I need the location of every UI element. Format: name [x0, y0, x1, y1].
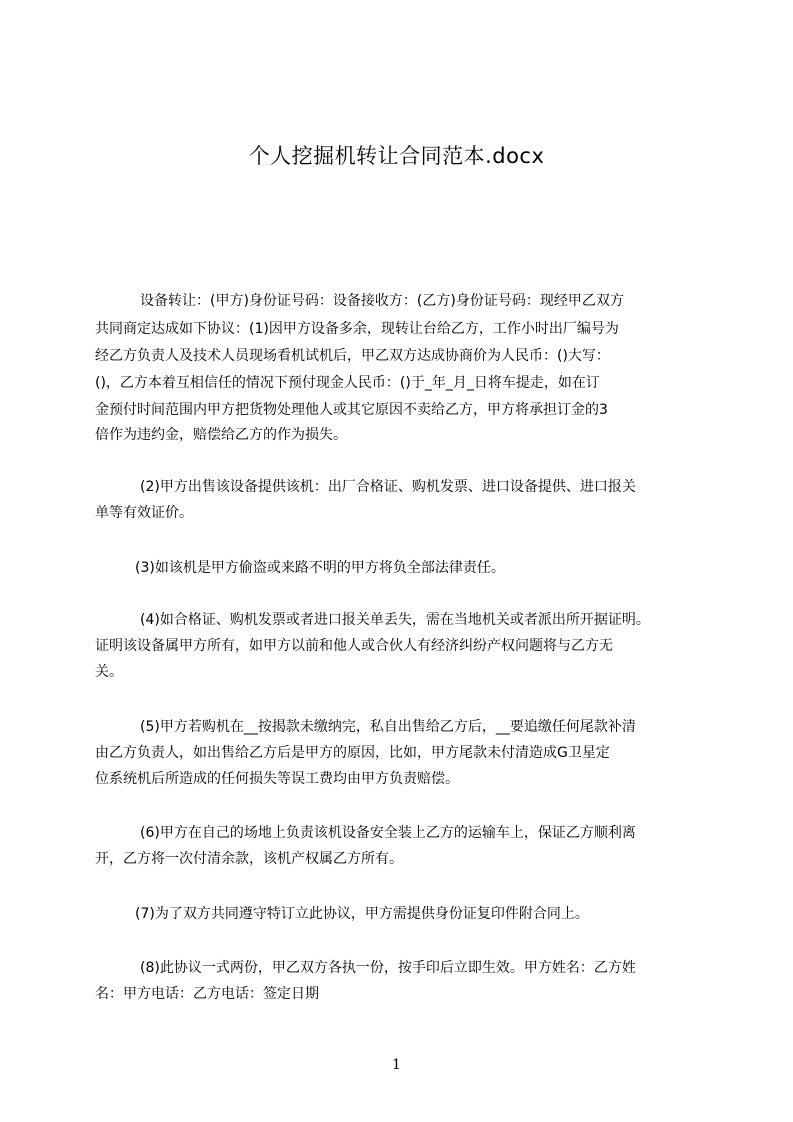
- paragraph-6-line-2: 开，乙方将一次付清余款，该机产权属乙方所有。: [95, 851, 403, 867]
- paragraph-1-line-4: ()，乙方本着互相信任的情况下预付现金人民币：()于_年_月_日将车提走，如在订: [95, 375, 600, 391]
- paragraph-2-line-1: (2)甲方出售该设备提供该机：出厂合格证、购机发票、进口设备提供、进口报关: [140, 479, 636, 495]
- document-title: 个人挖掘机转让合同范本.docx: [248, 144, 545, 168]
- paragraph-1-line-2: 共同商定达成如下协议：(1)因甲方设备多余，现转让台给乙方，工作小时出厂编号为: [95, 321, 619, 337]
- page-number: 1: [392, 1057, 401, 1073]
- paragraph-1-line-6: 倍作为违约金，赔偿给乙方的作为损失。: [95, 427, 347, 443]
- paragraph-3-line-1: (3)如该机是甲方偷盗或来路不明的甲方将负全部法律责任。: [135, 560, 505, 576]
- paragraph-1-line-5: 金预付时间范围内甲方把货物处理他人或其它原因不卖给乙方，甲方将承担订金的3: [95, 402, 608, 418]
- paragraph-2-line-2: 单等有效证价。: [95, 505, 193, 521]
- paragraph-5-line-3: 位系统机后所造成的任何损失等误工费均由甲方负责赔偿。: [95, 771, 459, 787]
- paragraph-4-line-1: (4)如合格证、购机发票或者进口报关单丢失，需在当地机关或者派出所开据证明。: [140, 612, 650, 628]
- paragraph-7-line-1: (7)为了双方共同遵守特订立此协议，甲方需提供身份证复印件附合同上。: [135, 906, 589, 922]
- paragraph-4-line-3: 关。: [95, 664, 123, 680]
- paragraph-5-line-2: 由乙方负责人，如出售给乙方后是甲方的原因，比如，甲方尾款未付清造成G卫星定: [95, 745, 610, 761]
- paragraph-8-line-1: (8)此协议一式两份，甲乙双方各执一份，按手印后立即生效。甲方姓名：乙方姓: [140, 960, 636, 976]
- paragraph-8-line-2: 名：甲方电话：乙方电话：签定日期: [95, 986, 319, 1002]
- paragraph-5-line-1: (5)甲方若购机在__按揭款未缴纳完，私自出售给乙方后，__要追缴任何尾款补清: [140, 719, 636, 735]
- paragraph-1-line-3: 经乙方负责人及技术人员现场看机试机后，甲乙双方达成协商价为人民币：()大写：: [95, 348, 610, 364]
- paragraph-6-line-1: (6)甲方在自己的场地上负责该机设备安全装上乙方的运输车上，保证乙方顺利离: [140, 825, 636, 841]
- paragraph-1-line-1: 设备转让：(甲方)身份证号码：设备接收方：(乙方)身份证号码：现经甲乙双方: [140, 293, 624, 309]
- paragraph-4-line-2: 证明该设备属甲方所有，如甲方以前和他人或合伙人有经济纠纷产权问题将与乙方无: [95, 638, 613, 654]
